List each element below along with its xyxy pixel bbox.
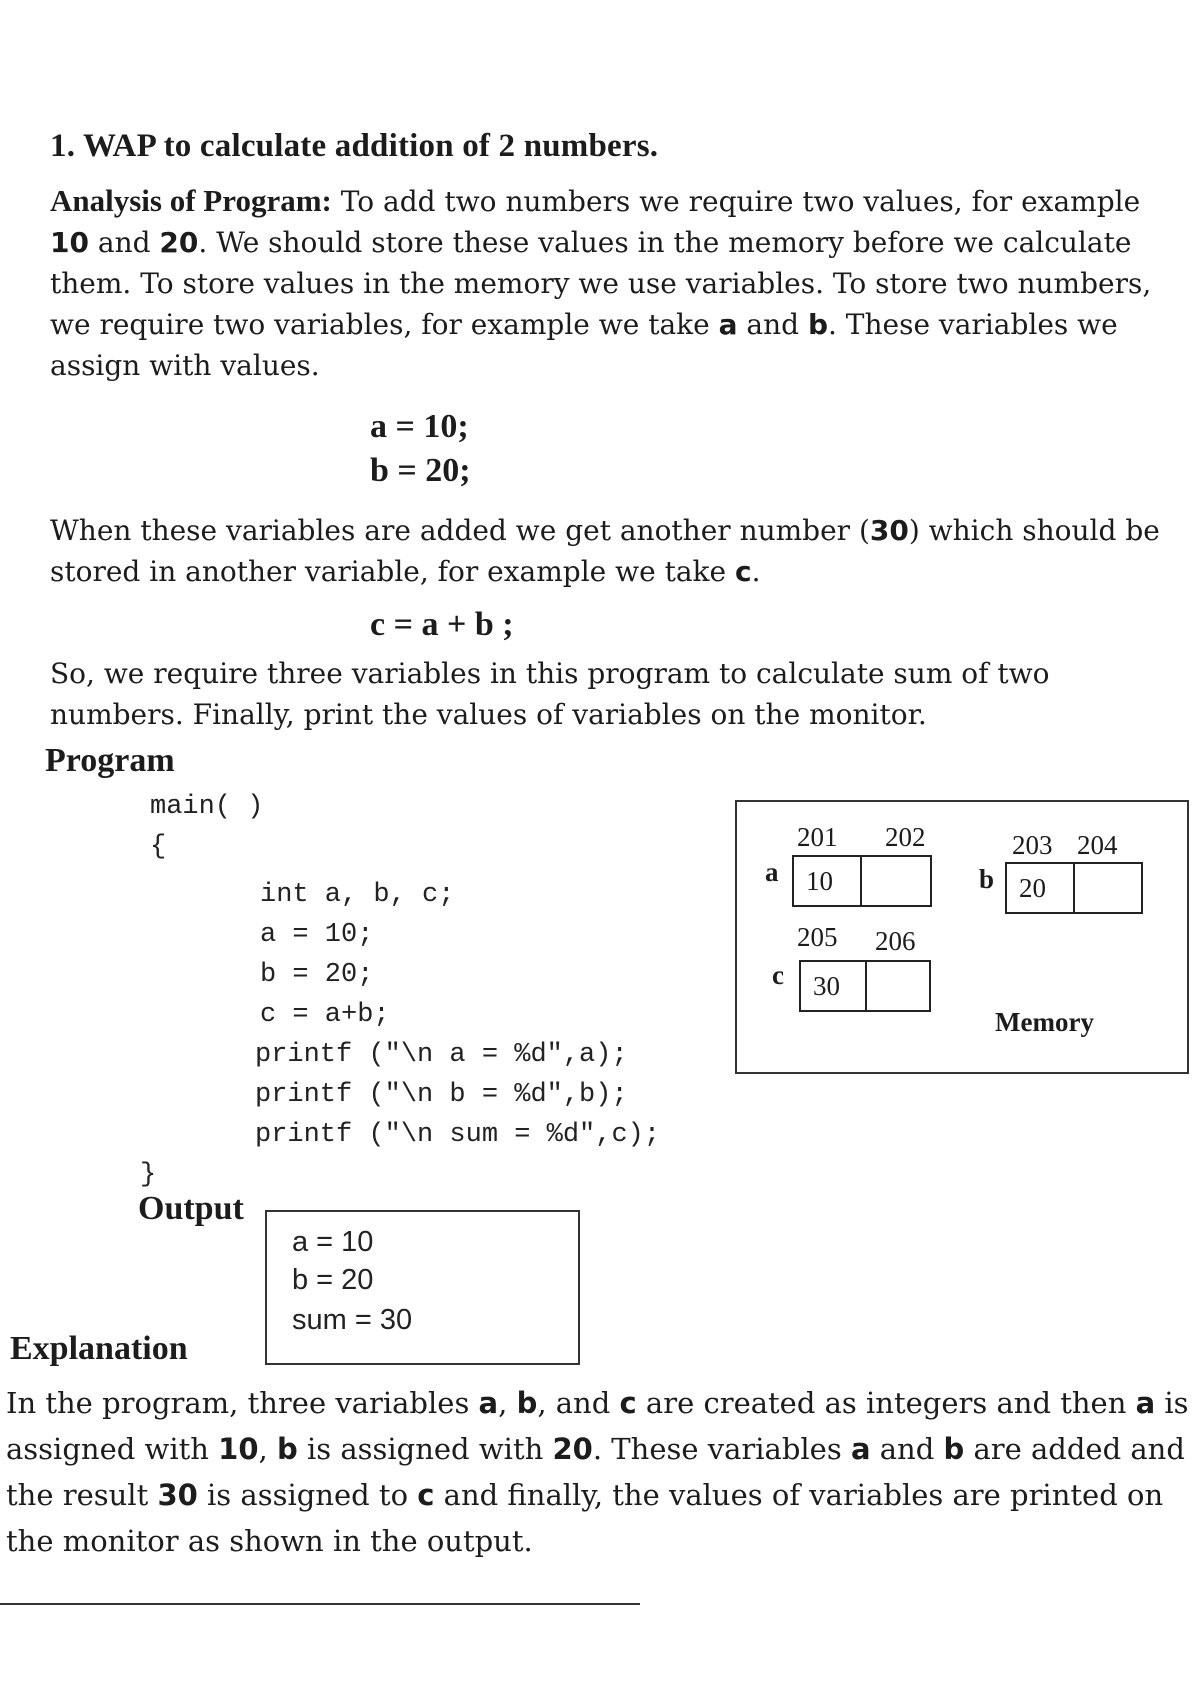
explanation-text: . These variables [592, 1432, 851, 1466]
output-box [265, 1210, 580, 1365]
analysis-text: and [737, 308, 808, 341]
memory-caption: Memory [995, 1007, 1094, 1037]
var-a: a [1135, 1386, 1156, 1420]
explanation-text: is assigned to [197, 1478, 418, 1512]
explanation-paragraph [6, 1380, 1196, 1564]
value-10: 10 [218, 1432, 259, 1466]
var-b: b [516, 1386, 538, 1420]
mem-cell-a-value: 10 [792, 855, 862, 907]
explanation-text: and finally, the values of variables are printed on the monitor as shown in the output. [6, 1478, 1164, 1558]
var-b: b [276, 1432, 298, 1466]
var-a: a [850, 1432, 871, 1466]
addr-205: 205 [797, 922, 838, 952]
assign-a: a = 10; [370, 408, 469, 445]
sum-paragraph [50, 510, 1185, 592]
analysis-text: To add two numbers we require two values, for example [331, 185, 1141, 218]
code-line: printf ("\n sum = %d",c); [255, 1120, 661, 1150]
analysis-paragraph [50, 180, 1185, 386]
explanation-text: In the program, three variables [6, 1386, 479, 1420]
mem-label-b: b [979, 864, 995, 894]
value-30: 30 [869, 514, 909, 547]
var-c: c [417, 1478, 435, 1512]
code-line: b = 20; [260, 960, 374, 990]
mem-cell-c-value: 30 [799, 960, 867, 1012]
var-c: c [619, 1386, 637, 1420]
explanation-text: , and [537, 1386, 620, 1420]
output-heading: Output [138, 1190, 244, 1227]
addr-203: 203 [1012, 830, 1053, 860]
explanation-text: are created as integers and then [636, 1386, 1136, 1420]
explanation-text: are added and the result [6, 1432, 1185, 1512]
code-line: printf ("\n b = %d",b); [255, 1080, 628, 1110]
code-line: a = 10; [260, 920, 374, 950]
code-open-brace: { [150, 832, 167, 862]
memory-diagram [735, 800, 1189, 1074]
mem-cell-b-empty [1073, 862, 1143, 914]
value-20: 20 [552, 1432, 593, 1466]
explanation-text: , [258, 1432, 277, 1466]
bottom-divider [0, 1603, 640, 1605]
code-line: printf ("\n a = %d",a); [255, 1040, 628, 1070]
value-20: 20 [159, 226, 199, 259]
explanation-text: is assigned with [297, 1432, 553, 1466]
analysis-lead: Analysis of Program: [50, 183, 332, 218]
section-heading: 1. WAP to calculate addition of 2 numbers. [50, 128, 659, 164]
assign-b: b = 20; [370, 452, 471, 489]
program-heading: Program [45, 742, 175, 779]
code-line: c = a+b; [260, 1000, 390, 1030]
var-b: b [807, 308, 828, 341]
addr-202: 202 [885, 822, 926, 852]
addr-204: 204 [1077, 830, 1118, 860]
addr-201: 201 [797, 822, 838, 852]
sum-equation: c = a + b ; [370, 606, 514, 643]
sum-text: When these variables are added we get another number ( [50, 514, 870, 547]
mem-label-a: a [765, 857, 779, 887]
mem-cell-c-empty [865, 960, 931, 1012]
mem-cell-b-value: 20 [1005, 862, 1075, 914]
mem-label-c: c [772, 960, 784, 990]
sum-text: ) which should be stored in another variable, for example we take [50, 514, 1160, 588]
addr-206: 206 [875, 926, 916, 956]
output-line-a: a = 10 [292, 1226, 374, 1258]
var-b: b [943, 1432, 965, 1466]
explanation-heading: Explanation [10, 1330, 188, 1367]
sum-text: . [751, 555, 761, 588]
value-30: 30 [157, 1478, 198, 1512]
mem-cell-a-empty [860, 855, 932, 907]
var-a: a [478, 1386, 499, 1420]
output-line-sum: sum = 30 [292, 1304, 413, 1336]
explanation-text: is assigned with [6, 1386, 1189, 1466]
code-main: main( ) [150, 792, 264, 822]
var-a: a [718, 308, 738, 341]
conclusion-paragraph: So, we require three variables in this program to calculate sum of two numbers. Finally, print the values of variables on the monitor. [50, 657, 1050, 731]
explanation-text: and [870, 1432, 944, 1466]
code-close-brace: } [140, 1160, 157, 1190]
analysis-text: and [88, 226, 160, 259]
var-c: c [734, 555, 752, 588]
analysis-text: . We should store these values in the memory before we calculate them. To store values in the memory we use variables. To store two numbers, we require two variables, for example we take [50, 226, 1152, 341]
explanation-text: , [498, 1386, 517, 1420]
code-line: int a, b, c; [260, 880, 455, 910]
analysis-text: . These variables we assign with values. [50, 308, 1118, 382]
value-10: 10 [50, 226, 89, 259]
output-line-b: b = 20 [292, 1264, 374, 1296]
